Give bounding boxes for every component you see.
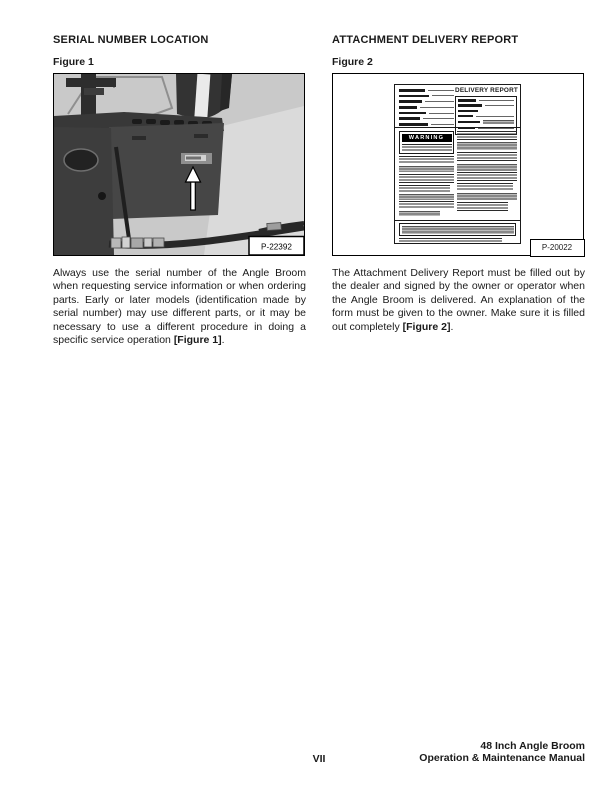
form-title: DELIVERY REPORT — [455, 87, 519, 94]
document-title-line1: 48 Inch Angle Broom — [480, 740, 585, 752]
section-heading-delivery: ATTACHMENT DELIVERY REPORT — [332, 34, 519, 46]
form-header-fields — [399, 89, 454, 129]
serial-number-section — [53, 34, 306, 358]
form-signature-box — [399, 223, 516, 236]
figure-2-form-image — [332, 73, 584, 256]
serial-location-photo — [54, 74, 304, 255]
figure-2-label: Figure 2 — [332, 56, 373, 68]
document-title-line2: Operation & Maintenance Manual — [419, 751, 585, 764]
delivery-report-section — [332, 34, 585, 345]
form-body-right-column — [457, 131, 517, 211]
figure-1-photo-id: P-22392 — [261, 242, 292, 252]
document-title-block — [419, 741, 585, 764]
figure-2-photo-id: P-20022 — [530, 239, 585, 257]
figure-1-photo — [53, 73, 305, 256]
delivery-paragraph-text: The Attachment Delivery Report must be filled out by the dealer and signed by the owner or operator when the Angle Broom is delivered. An explanation of the form must be given to the owner. Make sure it is filled out completely — [332, 267, 585, 333]
serial-plate — [181, 153, 212, 164]
serial-paragraph: Always use the serial number of the Angle Broom when requesting service information or when ordering parts. Early or later models (identification made by serial number) may use different parts, or it may be necessary to use a different procedure in doing a specific service operation [Figure 1]. — [53, 267, 306, 347]
form-header — [395, 85, 520, 128]
delivery-report-form — [394, 84, 521, 244]
page-number: VII — [312, 753, 326, 765]
figure-2-reference: [Figure 2] — [402, 320, 451, 333]
section-heading-serial: SERIAL NUMBER LOCATION — [53, 34, 209, 46]
form-warning-label: WARNING — [402, 134, 452, 143]
form-footer — [395, 220, 520, 247]
form-body-left-column — [399, 131, 454, 216]
serial-paragraph-text: Always use the serial number of the Angle Broom when requesting service information or when ordering parts. Early or later models (identification made by serial number) may use different parts, or it may be necessary to use a different procedure in doing a specific service operation — [53, 267, 306, 347]
figure-1-reference: [Figure 1] — [173, 334, 222, 347]
form-body — [395, 128, 520, 220]
form-warning-box — [399, 131, 454, 154]
figure-1-label: Figure 1 — [53, 56, 94, 68]
delivery-paragraph: The Attachment Delivery Report must be filled out by the dealer and signed by the owner or operator when the Angle Broom is delivered. An explanation of the form must be given to the owner. Make sure it is filled out completely [Figure 2]. — [332, 267, 585, 333]
